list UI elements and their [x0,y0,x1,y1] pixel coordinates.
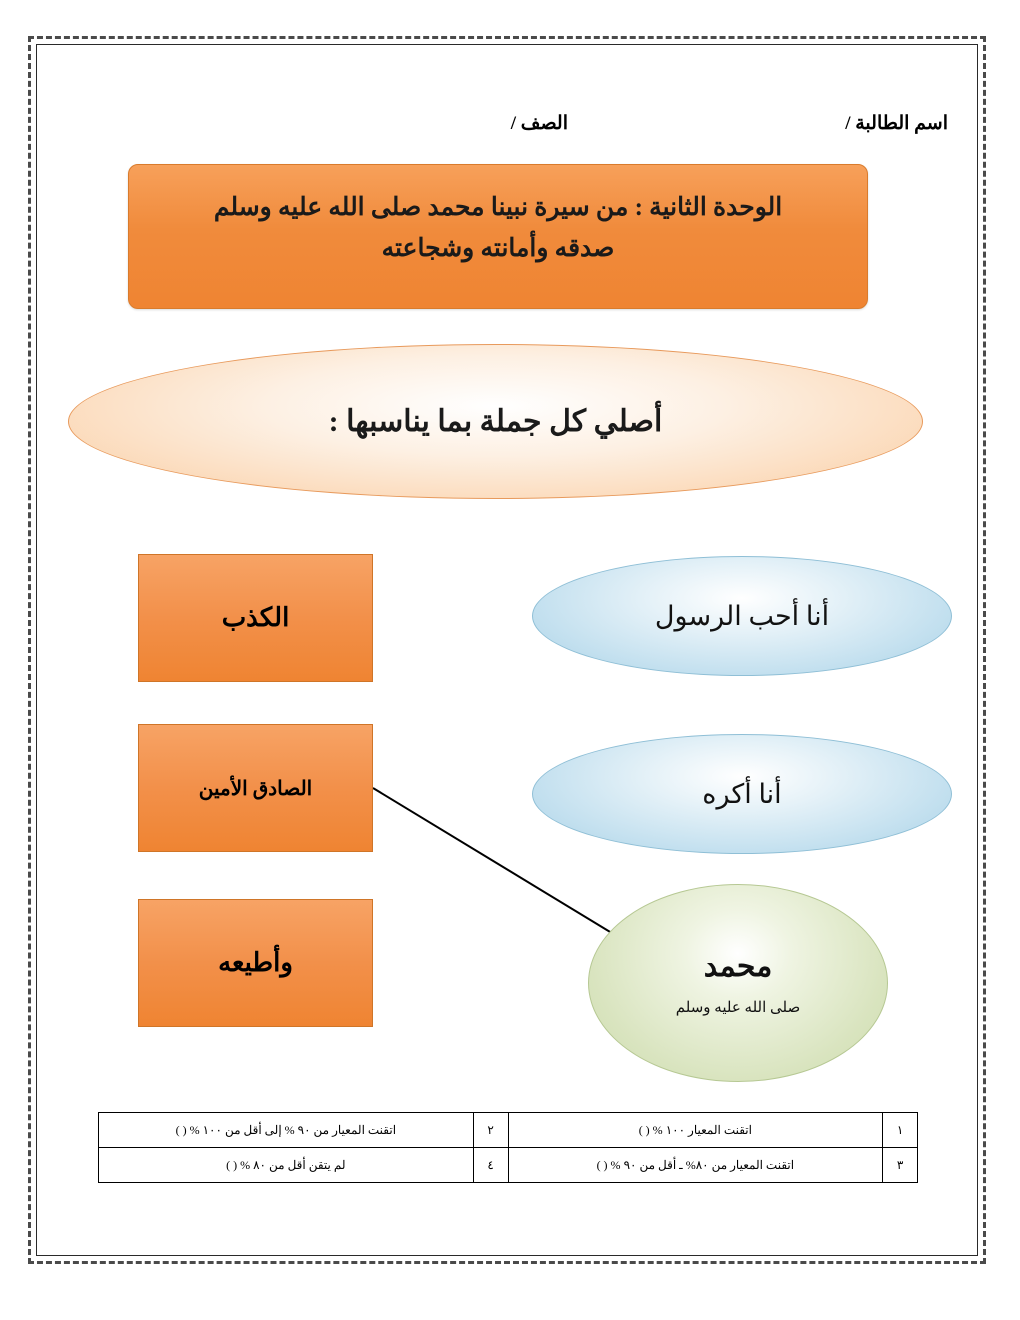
prophet-name-oval[interactable] [588,884,888,1082]
rubric-row2-left-num: ٤ [473,1148,508,1183]
answer-card-3-label: وأطيعه [218,948,293,977]
class-label: الصف / [510,113,568,134]
answer-card-1[interactable] [138,554,373,682]
student-name-label: اسم الطالبة / [845,113,948,134]
table-row [99,1113,918,1148]
rubric-row1-left-num: ٢ [473,1113,508,1148]
rubric-row1-left-text: اتقنت المعيار من ٩٠ % إلى أقل من ١٠٠ % ( ) [99,1113,474,1148]
prompt-oval-1[interactable] [532,556,952,676]
prompt-oval-2[interactable] [532,734,952,854]
instruction-text: أصلي كل جملة بما يناسبها : [328,405,663,438]
rubric-row2-right-num: ٣ [883,1148,918,1183]
answer-card-2[interactable] [138,724,373,852]
mastery-rubric-table [98,1112,918,1183]
unit-title-banner [128,164,868,309]
unit-title-line-2: صدقه وأمانته وشجاعته [381,235,615,263]
worksheet-content [36,44,978,1256]
worksheet-header [68,112,948,136]
rubric-row2-right-text: اتقنت المعيار من ٨٠% ـ أقل من ٩٠ % ( ) [508,1148,883,1183]
rubric-row1-right-num: ١ [883,1113,918,1148]
table-row [99,1148,918,1183]
answer-card-3[interactable] [138,899,373,1027]
unit-title-line-1: الوحدة الثانية : من سيرة نبينا محمد صلى الله عليه وسلم [213,194,783,221]
prompt-oval-2-label: أنا أكره [702,778,782,809]
prophet-salutation: صلى الله عليه وسلم [675,1000,801,1016]
instruction-ellipse [68,344,923,499]
rubric-row1-right-text: اتقنت المعيار ١٠٠ % ( ) [508,1113,883,1148]
prompt-oval-1-label: أنا أحب الرسول [654,600,830,631]
answer-card-1-label: الكذب [221,603,290,632]
answer-card-2-label: الصادق الأمين [198,777,313,800]
prophet-name: محمد [703,950,773,983]
rubric-row2-left-text: لم يتقن أقل من ٨٠ % ( ) [99,1148,474,1183]
